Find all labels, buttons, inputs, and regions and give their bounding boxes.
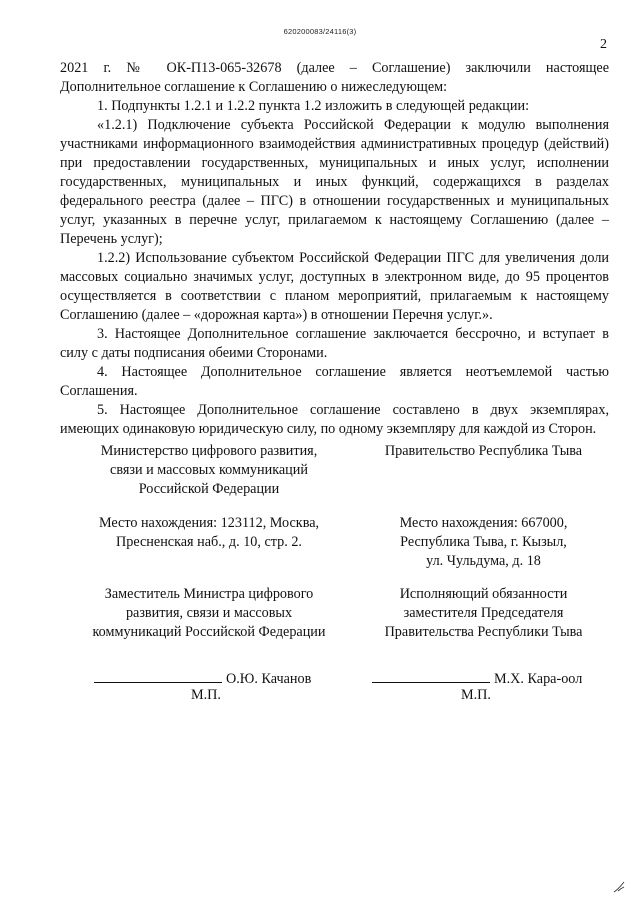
left-position-line: Заместитель Министра цифрового <box>104 586 314 602</box>
left-address-line: Пресненская наб., д. 10, стр. 2. <box>116 534 302 550</box>
left-signatory-name: О.Ю. Качанов <box>226 671 312 687</box>
left-org-line: связи и массовых коммуникаций <box>110 462 308 478</box>
left-party-address <box>64 514 354 552</box>
right-party-position <box>356 585 611 642</box>
right-signature-rule <box>372 668 490 683</box>
left-party-position <box>64 585 354 642</box>
paragraph-intro: 2021 г. № ОК-П13-065-32678 (далее – Соглашение) заключили настоящее Дополнительное соглашение к Соглашению о нижеследующем: <box>60 60 609 95</box>
paragraph-subitem-1-2-1: «1.2.1) Подключение субъекта Российской Федерации к модулю выполнения участниками информационного взаимодействия административных процедур (действий) при предоставлении государственных, муниципальных и иных услуг, исполнении государственных, муниципальных и иных функций, содержащихся в разделах федерального реестра (далее – ПГС) в отношении государственных и муниципальных услуг, указанных в перечне услуг, прилагаемом к настоящему Соглашению (далее – Перечень услуг); <box>60 117 609 247</box>
right-position-line: Правительства Республики Тыва <box>384 624 583 640</box>
left-org-line: Российской Федерации <box>138 481 280 497</box>
paragraph-item-3: 3. Настоящее Дополнительное соглашение заключается бессрочно, и вступает в силу с даты подписания обеими Сторонами. <box>60 326 609 361</box>
left-position-line: коммуникаций Российской Федерации <box>92 624 326 640</box>
right-address-line: ул. Чульдума, д. 18 <box>426 553 541 569</box>
paragraph-subitem-1-2-2: 1.2.2) Использование субъектом Российской Федерации ПГС для увеличения доли массовых социально значимых услуг, доступных в электронном виде, до 95 процентов осуществляется в соответствии с планом мероприятий, прилагаемым к настоящему Соглашению (далее – «дорожная карта») в отношении Перечня услуг.». <box>60 250 609 323</box>
paragraph-item-4: 4. Настоящее Дополнительное соглашение является неотъемлемой частью Соглашения. <box>60 364 609 399</box>
right-address-line: Республика Тыва, г. Кызыл, <box>400 534 567 550</box>
document-id: 620200083/24116(3) <box>283 27 357 36</box>
left-position-line: развития, связи и массовых <box>125 605 293 621</box>
left-party-organization <box>64 442 354 499</box>
right-address-line: Место нахождения: 667000, <box>399 515 568 531</box>
right-party-address <box>356 514 611 571</box>
handwritten-initial-mark <box>612 880 626 894</box>
left-seal-mark: М.П. <box>191 687 221 703</box>
right-position-line: Исполняющий обязанности <box>399 586 568 602</box>
right-party-organization <box>356 442 611 461</box>
page-number: 2 <box>600 37 607 52</box>
right-signatory-name: М.Х. Кара-оол <box>494 671 583 687</box>
right-position-line: заместителя Председателя <box>403 605 564 621</box>
left-address-line: Место нахождения: 123112, Москва, <box>98 515 320 531</box>
paragraph-item-5: 5. Настоящее Дополнительное соглашение составлено в двух экземплярах, имеющих одинаковую юридическую силу, по одному экземпляру для каждой из Сторон. <box>60 402 609 437</box>
agreement-body <box>60 59 609 439</box>
left-signature-rule <box>94 668 222 683</box>
right-org-line: Правительство Республика Тыва <box>384 443 583 459</box>
paragraph-item-1: 1. Подпункты 1.2.1 и 1.2.2 пункта 1.2 изложить в следующей редакции: <box>97 98 530 114</box>
left-org-line: Министерство цифрового развития, <box>100 443 318 459</box>
right-seal-mark: М.П. <box>461 687 491 703</box>
